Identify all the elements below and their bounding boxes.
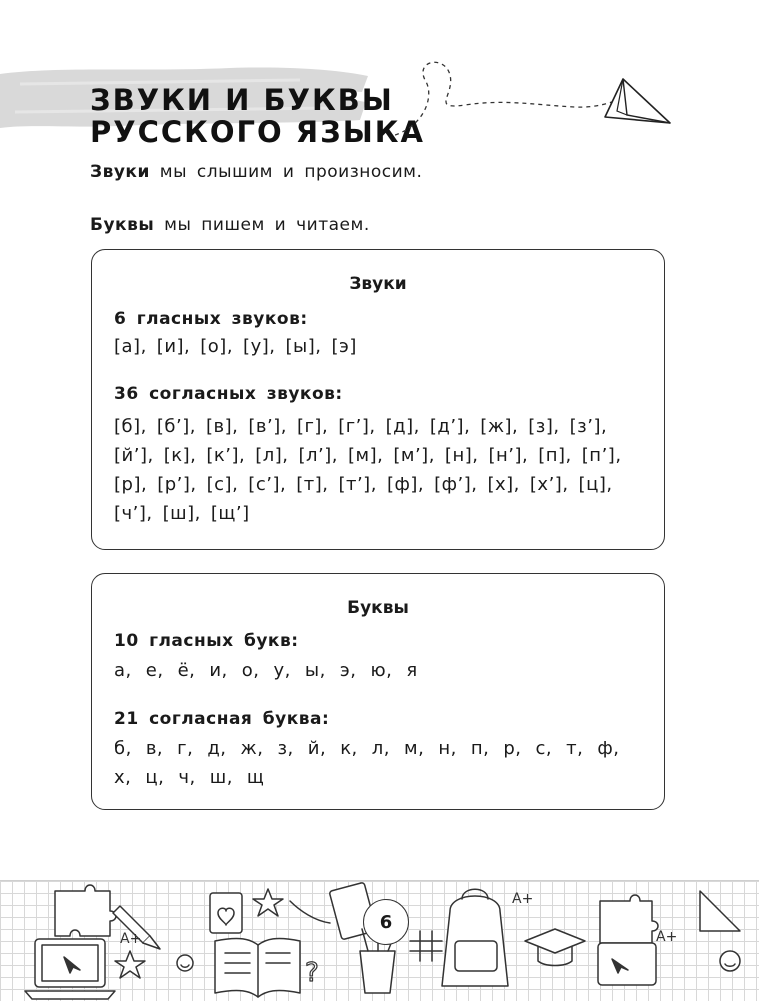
vowel-letter-item: и, — [209, 660, 228, 681]
vowel-sounds-list — [114, 332, 650, 361]
consonant-sound-item: [с], — [206, 474, 239, 495]
consonant-letter-item: к, — [340, 738, 358, 759]
intro-sounds-line — [90, 162, 422, 182]
vowel-letter-item: ю, — [370, 660, 393, 681]
notepad-icon — [210, 893, 242, 933]
letters-box — [91, 573, 665, 810]
consonant-sound-item: [й’], — [114, 445, 154, 466]
consonant-letters-list — [114, 734, 650, 792]
consonant-sound-item: [д], — [385, 416, 420, 437]
page-title-line-1: ЗВУКИ И БУКВЫ — [90, 83, 394, 117]
vowel-letter-item: ё, — [177, 660, 196, 681]
backpack-icon — [442, 889, 508, 986]
consonant-sound-item: [р], — [114, 474, 148, 495]
intro-letters-line — [90, 215, 370, 235]
consonant-sound-item: [ч’], — [114, 503, 153, 524]
consonant-sound-item: [ц], — [578, 474, 613, 495]
comet-doodle — [290, 901, 330, 923]
consonant-sound-item: [м], — [347, 445, 384, 466]
page-number: 6 — [363, 899, 409, 945]
vowel-sound-item: [а], — [114, 336, 147, 357]
consonant-sound-item: [л’], — [298, 445, 338, 466]
tic-tac-toe-doodle — [410, 931, 442, 961]
smiley-icon — [177, 955, 193, 971]
consonant-letter-item: ч, — [178, 767, 196, 788]
consonant-sound-item: [ш], — [162, 503, 201, 524]
a-plus-doodle-1: A+ — [120, 931, 142, 947]
vowel-sound-item: [и], — [156, 336, 191, 357]
star-icon — [253, 889, 283, 916]
consonant-sound-item: [з], — [528, 416, 560, 437]
intro-letters-bold: Буквы — [90, 215, 155, 235]
sounds-box-title: Звуки — [349, 274, 407, 294]
consonant-sound-item: [б], — [114, 416, 147, 437]
consonant-letter-item: в, — [145, 738, 164, 759]
consonant-sound-item: [щ’] — [210, 503, 250, 524]
consonant-letter-item: п, — [470, 738, 490, 759]
consonant-sound-item: [с’], — [248, 474, 287, 495]
consonant-sound-item: [н’], — [488, 445, 529, 466]
consonant-letter-item: ф, — [597, 738, 620, 759]
consonant-sound-item: [м’], — [393, 445, 435, 466]
sounds-box — [91, 249, 665, 550]
consonant-sound-item: [т], — [296, 474, 329, 495]
question-doodle: ? — [305, 958, 319, 988]
consonant-letter-item: м, — [404, 738, 425, 759]
consonant-sound-item: [г], — [296, 416, 329, 437]
vowel-letter-item: у, — [273, 660, 291, 681]
consonant-letter-item: х, — [114, 767, 132, 788]
consonant-letter-item: н, — [438, 738, 457, 759]
consonant-sound-item: [ф], — [386, 474, 425, 495]
consonant-sounds-heading: 36 согласных звуков: — [114, 384, 343, 404]
consonant-letter-item: ш, — [209, 767, 233, 788]
smiley-icon — [720, 951, 740, 971]
consonant-sound-item: [к’], — [206, 445, 246, 466]
vowel-letter-item: я — [406, 660, 418, 681]
intro-sounds-bold: Звуки — [90, 162, 150, 182]
page-title — [90, 84, 425, 148]
consonant-sound-item: [л], — [255, 445, 289, 466]
letters-box-title: Буквы — [347, 598, 409, 618]
consonant-letter-item: с, — [535, 738, 553, 759]
puzzle-icon — [55, 885, 116, 936]
consonant-sound-item: [ж], — [480, 416, 519, 437]
consonant-letter-item: б, — [114, 738, 132, 759]
a-plus-doodle-2: A+ — [512, 891, 534, 907]
vowel-letter-item: ы, — [304, 660, 326, 681]
consonant-sounds-list — [114, 412, 650, 528]
vowel-sound-item: [э] — [331, 336, 357, 357]
vowel-letter-item: е, — [145, 660, 164, 681]
consonant-letter-item: ж, — [240, 738, 264, 759]
vowel-sound-item: [у], — [243, 336, 276, 357]
page-title-line-2: РУССКОГО ЯЗЫКА — [90, 115, 425, 149]
vowel-letter-item: о, — [241, 660, 260, 681]
consonant-sound-item: [х], — [487, 474, 520, 495]
consonant-letter-item: д, — [207, 738, 227, 759]
laptop-icon — [25, 939, 115, 999]
puzzle-icon — [600, 895, 658, 943]
consonant-sound-item: [п’], — [581, 445, 622, 466]
star-icon — [115, 951, 145, 978]
consonant-sound-item: [в’], — [248, 416, 287, 437]
consonant-sound-item: [з’], — [569, 416, 608, 437]
consonant-letter-item: з, — [277, 738, 294, 759]
consonant-sound-item: [р’], — [157, 474, 197, 495]
intro-letters-text: мы пишем и читаем. — [164, 215, 370, 235]
consonant-letters-heading: 21 согласная буква: — [114, 709, 330, 729]
open-book-icon — [215, 938, 300, 997]
consonant-sound-item: [н], — [444, 445, 479, 466]
consonant-sound-item: [х’], — [529, 474, 569, 495]
consonant-letter-item: г, — [177, 738, 194, 759]
paper-plane-icon — [395, 55, 695, 140]
consonant-letter-item: ц, — [145, 767, 165, 788]
a-plus-doodle-3: A+ — [656, 929, 678, 945]
vowel-sound-item: [о], — [200, 336, 234, 357]
consonant-sound-item: [п], — [538, 445, 572, 466]
consonant-sound-item: [б’], — [156, 416, 196, 437]
intro-sounds-text: мы слышим и произносим. — [159, 162, 423, 182]
consonant-sound-item: [к], — [163, 445, 197, 466]
graduation-cap-icon — [525, 929, 585, 966]
consonant-letter-item: т, — [566, 738, 584, 759]
vowel-sounds-heading: 6 гласных звуков: — [114, 309, 308, 329]
consonant-letter-item: щ — [246, 767, 265, 788]
vowel-sound-item: [ы], — [285, 336, 322, 357]
vowel-letters-heading: 10 гласных букв: — [114, 631, 299, 651]
consonant-sound-item: [в], — [205, 416, 239, 437]
consonant-sound-item: [т’], — [338, 474, 377, 495]
consonant-letter-item: й, — [307, 738, 327, 759]
vowel-letter-item: а, — [114, 660, 132, 681]
consonant-letter-item: р, — [503, 738, 522, 759]
vowel-letter-item: э, — [339, 660, 357, 681]
consonant-letter-item: л, — [371, 738, 391, 759]
consonant-sound-item: [г’], — [338, 416, 376, 437]
consonant-sound-item: [ф’], — [434, 474, 478, 495]
ruler-triangle-icon — [700, 891, 740, 931]
laptop-icon — [598, 943, 656, 985]
consonant-sound-item: [д’], — [429, 416, 471, 437]
vowel-letters-list — [114, 656, 650, 685]
